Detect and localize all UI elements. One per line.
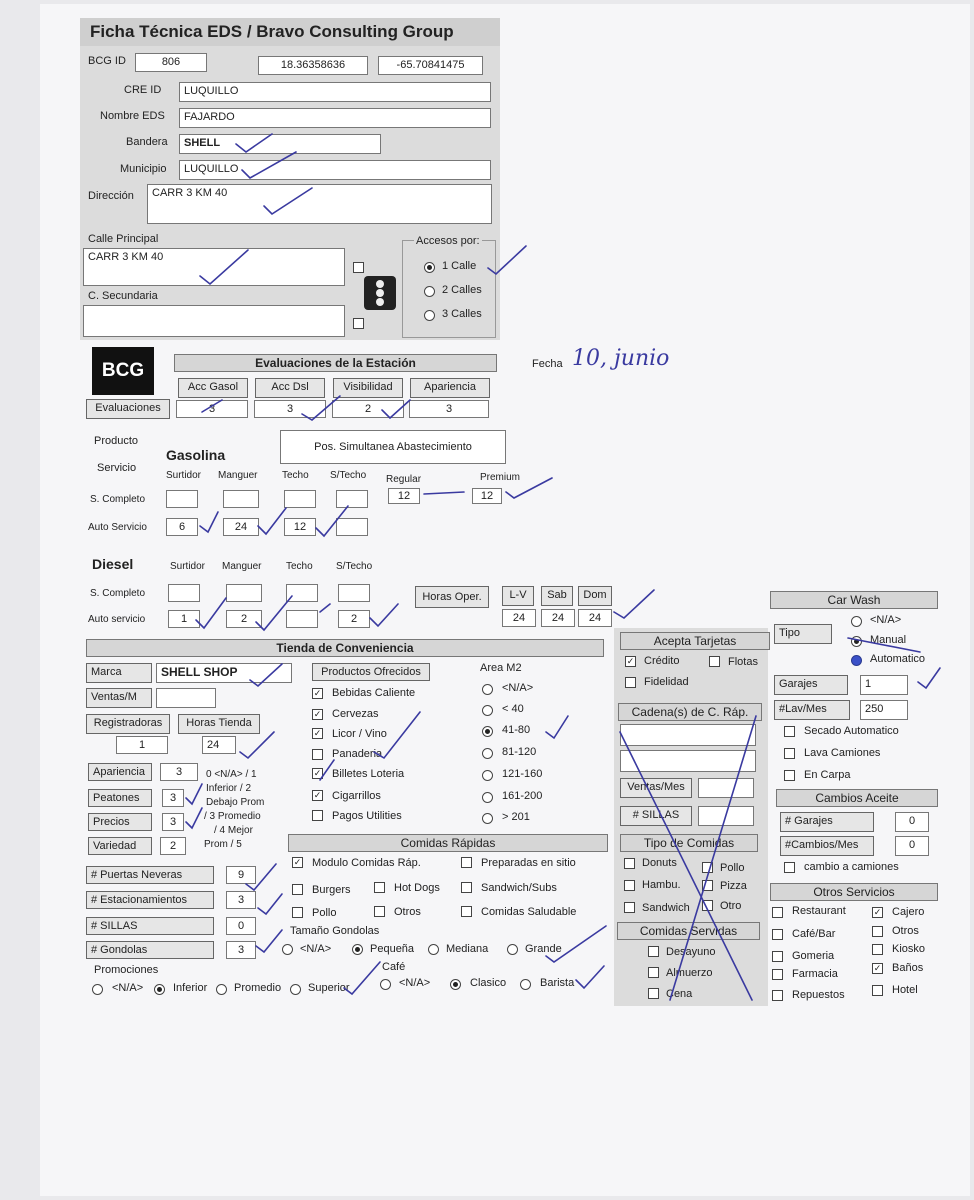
cre-id-field[interactable]: LUQUILLO: [179, 82, 491, 102]
cre-id-label: CRE ID: [124, 84, 162, 96]
bcg-id-label: BCG ID: [88, 55, 126, 67]
diesel-title: Diesel: [92, 556, 134, 572]
dsl-as-surtidor[interactable]: 1: [168, 610, 200, 628]
estacionamientos-field[interactable]: 3: [226, 891, 256, 909]
accesos-1-label: 1 Calle: [442, 260, 477, 272]
direccion-label: Dirección: [88, 190, 134, 202]
promo-na-label: <N/A>: [112, 982, 144, 994]
credito-checkbox[interactable]: ✓: [626, 656, 635, 666]
fidelidad-label: Fidelidad: [644, 676, 689, 688]
tipo-comidas-header: Tipo de Comidas: [620, 834, 758, 852]
gas-as-techo[interactable]: 12: [284, 518, 316, 536]
lav-mes-label: #Lav/Mes: [774, 700, 850, 720]
municipio-label: Municipio: [120, 163, 167, 175]
dsl-auto-servicio-label: Auto servicio: [88, 614, 146, 625]
gas-as-surtidor[interactable]: 6: [166, 518, 198, 536]
area-121-160-label: 121-160: [502, 768, 543, 780]
scale-2: Debajo Prom: [206, 797, 265, 808]
garajes-field[interactable]: 1: [860, 675, 908, 695]
area-81-120-label: 81-120: [502, 746, 537, 758]
scale-1: Inferior / 2: [206, 783, 252, 794]
dsl-as-manguer[interactable]: 2: [226, 610, 262, 628]
accesos-3-label: 3 Calles: [442, 308, 482, 320]
regular-label: Regular: [386, 474, 422, 485]
visibilidad-label: Visibilidad: [333, 378, 403, 398]
cw-na-label: <N/A>: [870, 614, 902, 626]
productos-ofrecidos-label: Productos Ofrecidos: [312, 663, 430, 681]
gas-col-techo: Techo: [282, 470, 309, 481]
en-carpa-label: En Carpa: [804, 769, 851, 781]
preparadas-label: Preparadas en sitio: [481, 857, 576, 869]
prod-utilities-label: Pagos Utilities: [332, 810, 402, 822]
prod-cigarrillos-label: Cigarrillos: [332, 790, 381, 802]
tamano-na-label: <N/A>: [300, 943, 332, 955]
dsl-col-stecho: S/Techo: [336, 561, 373, 572]
cajero-checkbox[interactable]: ✓: [873, 907, 882, 917]
tamano-mediana-label: Mediana: [446, 943, 489, 955]
tamano-label: Tamaño Gondolas: [290, 925, 380, 937]
ventas-m-label: Ventas/M: [86, 688, 152, 708]
cadena-sillas-label: # SILLAS: [620, 806, 692, 826]
desayuno-label: Desayuno: [666, 946, 716, 958]
fecha-handwritten: 10, junio: [572, 346, 670, 371]
calle-principal-field[interactable]: CARR 3 KM 40: [83, 248, 345, 286]
cambio-camiones-label: cambio a camiones: [804, 861, 899, 873]
peatones-field[interactable]: 3: [162, 789, 184, 807]
promociones-label: Promociones: [94, 964, 159, 976]
horas-dom-label: Dom: [578, 586, 612, 606]
scale-3: / 3 Promedio: [204, 811, 261, 822]
ca-cambios-label: #Cambios/Mes: [780, 836, 874, 856]
pollo-tc-label: Pollo: [720, 862, 745, 874]
area-label: Area M2: [480, 662, 522, 674]
apariencia-label: Apariencia: [410, 378, 490, 398]
ca-garajes-field[interactable]: 0: [895, 812, 929, 832]
scale-4: / 4 Mejor: [214, 825, 253, 836]
dsl-col-manguer: Manguer: [222, 561, 262, 572]
lava-camiones-label: Lava Camiones: [804, 747, 881, 759]
cw-automatico-label: Automatico: [870, 653, 926, 665]
prod-bebidas-label: Bebidas Caliente: [332, 687, 416, 699]
prod-bebidas-checkbox[interactable]: ✓: [313, 688, 322, 698]
horas-dom-field[interactable]: 24: [578, 609, 612, 627]
prod-loteria-label: Billetes Loteria: [332, 768, 405, 780]
apariencia-t-label: Apariencia: [88, 763, 152, 781]
area-40-label: < 40: [502, 703, 524, 715]
garajes-label: Garajes: [774, 675, 848, 695]
ca-garajes-label: # Garajes: [780, 812, 874, 832]
tamano-grande-label: Grande: [525, 943, 562, 955]
accesos-2-label: 2 Calles: [442, 284, 482, 296]
area-201-label: > 201: [502, 811, 530, 823]
cw-manual-label: Manual: [870, 634, 907, 646]
horas-tienda-label: Horas Tienda: [178, 714, 260, 734]
puertas-label: # Puertas Neveras: [86, 866, 214, 884]
bandera-label: Bandera: [126, 136, 168, 148]
evaluaciones-button[interactable]: Evaluaciones: [86, 399, 170, 419]
horas-lv-field[interactable]: 24: [502, 609, 536, 627]
precios-label: Precios: [88, 813, 152, 831]
tamano-pequena-label: Pequeña: [370, 943, 415, 955]
cafe-bar-label: Café/Bar: [792, 928, 836, 940]
hotel-label: Hotel: [892, 984, 918, 996]
cafe-label: Café: [382, 961, 406, 973]
registradoras-field[interactable]: 1: [116, 736, 168, 754]
promo-promedio-label: Promedio: [234, 982, 282, 994]
longitude-field[interactable]: -65.70841475: [378, 56, 483, 75]
cajero-label: Cajero: [892, 906, 925, 918]
fecha-label: Fecha: [532, 358, 563, 370]
credito-label: Crédito: [644, 655, 680, 667]
modulo-checkbox[interactable]: ✓: [293, 857, 302, 867]
bcg-logo: BCG: [92, 347, 154, 395]
marca-field[interactable]: SHELL SHOP: [156, 663, 292, 683]
tienda-sillas-field[interactable]: 0: [226, 917, 256, 935]
donuts-label: Donuts: [642, 857, 677, 869]
horas-oper-button[interactable]: Horas Oper.: [415, 586, 489, 608]
cena-label: Cena: [666, 988, 693, 1000]
gondolas-field[interactable]: 3: [226, 941, 256, 959]
burgers-label: Burgers: [312, 884, 351, 896]
tienda-sillas-label: # SILLAS: [86, 917, 214, 935]
promo-inferior-label: Inferior: [173, 982, 208, 994]
cafe-na-label: <N/A>: [399, 977, 431, 989]
estacionamientos-label: # Estacionamientos: [86, 891, 214, 909]
horas-sab-label: Sab: [541, 586, 573, 606]
prod-licor-label: Licor / Vino: [332, 728, 387, 740]
car-wash-tipo-label: Tipo: [774, 624, 832, 644]
prod-cervezas-checkbox[interactable]: ✓: [313, 709, 322, 719]
restaurant-label: Restaurant: [792, 905, 846, 917]
prod-licor-checkbox[interactable]: ✓: [313, 728, 322, 738]
cadena-ventas-label: Ventas/Mes: [620, 778, 692, 798]
form-title: Ficha Técnica EDS / Bravo Consulting Group: [80, 18, 500, 46]
cafe-clasico-label: Clasico: [470, 977, 507, 989]
accesos-label: Accesos por:: [416, 235, 480, 247]
premium-label: Premium: [480, 472, 521, 483]
comidas-servidas-header: Comidas Servidas: [617, 922, 760, 940]
dsl-col-techo: Techo: [286, 561, 313, 572]
banos-label: Baños: [892, 962, 924, 974]
sandwich-subs-label: Sandwich/Subs: [481, 882, 557, 894]
pizza-label: Pizza: [720, 880, 747, 892]
acc-gasol-value[interactable]: 3: [176, 400, 248, 418]
horas-tienda-field[interactable]: 24: [202, 736, 236, 754]
gondolas-label: # Gondolas: [86, 941, 214, 959]
pollo-cr-label: Pollo: [312, 907, 337, 919]
kiosko-label: Kiosko: [892, 943, 926, 955]
nombre-field[interactable]: FAJARDO: [179, 108, 491, 128]
prod-cigarrillos-checkbox[interactable]: ✓: [313, 790, 322, 800]
nombre-label: Nombre EDS: [100, 110, 165, 122]
municipio-field[interactable]: LUQUILLO: [179, 160, 491, 180]
direccion-field[interactable]: CARR 3 KM 40: [147, 184, 492, 224]
marca-label: Marca: [86, 663, 152, 683]
apariencia-t-field[interactable]: 3: [160, 763, 198, 781]
otros-servicios-header: Otros Servicios: [770, 883, 938, 901]
otro-tc-label: Otro: [720, 900, 742, 912]
regular-field[interactable]: 12: [388, 488, 420, 504]
otros-cr-label: Otros: [394, 906, 421, 918]
hambu-label: Hambu.: [642, 879, 681, 891]
gas-col-stecho: S/Techo: [330, 470, 367, 481]
gas-as-manguer[interactable]: 24: [223, 518, 259, 536]
banos-checkbox[interactable]: ✓: [873, 963, 882, 973]
gas-col-manguer: Manguer: [218, 470, 258, 481]
scale-0: 0 <N/A> / 1: [206, 769, 257, 780]
premium-field[interactable]: 12: [472, 488, 502, 504]
dsl-as-stecho[interactable]: 2: [338, 610, 370, 628]
apariencia-value[interactable]: 3: [409, 400, 489, 418]
area-161-200-label: 161-200: [502, 790, 543, 802]
otros-label: Otros: [892, 925, 919, 937]
prod-cervezas-label: Cervezas: [332, 708, 379, 720]
ca-cambios-field[interactable]: 0: [895, 836, 929, 856]
acc-dsl-value[interactable]: 3: [254, 400, 326, 418]
hotdogs-label: Hot Dogs: [394, 882, 440, 894]
pos-simultanea-label: Pos. Simultanea Abastecimiento: [280, 430, 506, 464]
horas-lv-label: L-V: [502, 586, 534, 606]
acc-gasol-label: Acc Gasol: [178, 378, 248, 398]
car-wash-header: Car Wash: [770, 591, 938, 609]
prod-panaderia-label: Panaderia: [332, 748, 383, 760]
horas-sab-field[interactable]: 24: [541, 609, 575, 627]
bcg-id-field[interactable]: 806: [135, 53, 207, 72]
promo-superior-label: Superior: [308, 982, 350, 994]
puertas-field[interactable]: 9: [226, 866, 256, 884]
scale-5: Prom / 5: [204, 839, 242, 850]
flotas-label: Flotas: [728, 656, 758, 668]
gasolina-title: Gasolina: [166, 447, 226, 463]
acc-dsl-label: Acc Dsl: [255, 378, 325, 398]
registradoras-label: Registradoras: [86, 714, 170, 734]
calle-secundaria-label: C. Secundaria: [88, 290, 158, 302]
dsl-s-completo-label: S. Completo: [90, 588, 146, 599]
bandera-field[interactable]: SHELL: [179, 134, 381, 154]
prod-loteria-checkbox[interactable]: ✓: [313, 768, 322, 778]
gomeria-label: Gomeria: [792, 950, 835, 962]
tarjetas-header: Acepta Tarjetas: [620, 632, 770, 650]
comidas-rapidas-header: Comidas Rápidas: [288, 834, 608, 852]
secado-label: Secado Automatico: [804, 725, 899, 737]
modulo-label: Modulo Comidas Ráp.: [312, 857, 421, 869]
farmacia-label: Farmacia: [792, 968, 838, 980]
gas-s-completo-label: S. Completo: [90, 494, 146, 505]
sandwich-label: Sandwich: [642, 902, 690, 914]
gas-col-surtidor: Surtidor: [166, 470, 202, 481]
repuestos-label: Repuestos: [792, 989, 845, 1001]
cafe-barista-label: Barista: [540, 977, 575, 989]
gas-auto-servicio-label: Auto Servicio: [88, 522, 147, 533]
cambios-aceite-header: Cambios Aceite: [776, 789, 938, 807]
saludable-label: Comidas Saludable: [481, 906, 577, 918]
cadena-header: Cadena(s) de C. Ráp.: [618, 703, 762, 721]
latitude-field[interactable]: 18.36358636: [258, 56, 368, 75]
dsl-col-surtidor: Surtidor: [170, 561, 206, 572]
producto-label: Producto: [94, 435, 139, 447]
tienda-header: Tienda de Conveniencia: [86, 639, 604, 657]
variedad-field[interactable]: 2: [160, 837, 186, 855]
visibilidad-value[interactable]: 2: [332, 400, 404, 418]
lav-mes-field[interactable]: 250: [860, 700, 908, 720]
precios-field[interactable]: 3: [162, 813, 184, 831]
evaluaciones-header: Evaluaciones de la Estación: [174, 354, 497, 372]
area-41-80-label: 41-80: [502, 724, 531, 736]
area-na-label: <N/A>: [502, 682, 534, 694]
servicio-label: Servicio: [97, 462, 137, 474]
calle-principal-label: Calle Principal: [88, 233, 159, 245]
peatones-label: Peatones: [88, 789, 152, 807]
variedad-label: Variedad: [88, 837, 152, 855]
almuerzo-label: Almuerzo: [666, 967, 713, 979]
